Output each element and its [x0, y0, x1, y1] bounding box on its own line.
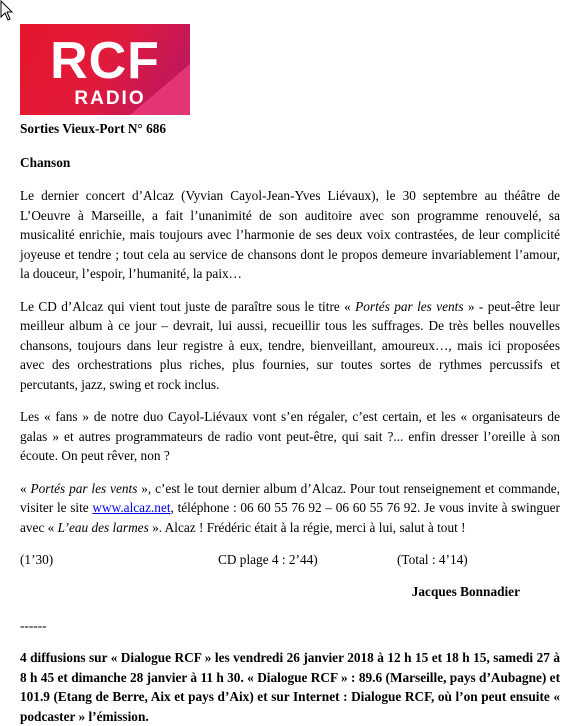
svg-text:RCF: RCF: [50, 32, 160, 90]
cd-timing-line: [20, 550, 560, 570]
article: [20, 115, 560, 726]
album-title: Portés par les vents: [355, 298, 464, 314]
paragraph-fans: Les « fans » de notre duo Cayol-Liévaux vont s’en régaler, c’est certain, et les « organisateurs de galas » et autres programmateurs de radio vont peut-être, qui sait ?... enfin dresser l’oreille à son écoute. On peut rêver, non ?: [20, 409, 560, 463]
total-duration: (Total : 4’14): [397, 552, 468, 567]
intro-duration: (1’30): [20, 552, 54, 567]
rcf-radio-logo: [20, 24, 190, 115]
alcaz-website-link[interactable]: www.alcaz.net: [92, 500, 171, 515]
cd-track-info: CD plage 4 : 2’44): [218, 552, 318, 567]
song-title: L’eau des larmes: [57, 519, 149, 535]
paragraph-order: « Portés par les vents », c’est le tout dernier album d’Alcaz. Pour tout renseignement et commande, visiter le site www.alcaz.net, téléphone : 06 60 55 76 92 – 06 60 55 76 92. Je vous invite à swinguer avec « L’eau des larmes ». Alcaz ! Frédéric était à la régie, merci à lui, salut à tout !: [20, 480, 560, 535]
svg-text:RADIO: RADIO: [74, 88, 146, 109]
article-title: Sorties Vieux-Port N° 686: [20, 121, 167, 136]
section-heading: Chanson: [20, 154, 71, 170]
separator: ------: [20, 617, 47, 633]
paragraph-cd: Le CD d’Alcaz qui vient tout juste de paraître sous le titre « Portés par les vents » - peut-être leur meilleur album à ce jour – devrait, lui aussi, recueillir tous les suffrages. De très belles nouvelles chansons, toujours dans leur registre à eux, tendre, bienveillant, amoureux…, mais ici proposées avec des orchestrations plus riches, plus fournies, sur toutes sortes de rythmes percussifs et percutants, jazz, swing et rock inclus.: [20, 298, 560, 392]
author-signature: Jacques Bonnadier: [411, 584, 520, 599]
paragraph-concert: Le dernier concert d’Alcaz (Vyvian Cayol-Jean-Yves Liévaux), le 30 septembre au théâtre de L’Oeuvre à Marseille, a fait l’unanimité de son auditoire avec son programme renouvelé, sa musicalité enrichie, mais toujours avec l’harmonie de ses deux voix contrastées, de leur complicité joyeuse et tendre ; tout cela au service de chansons dont le propos demeure invariablement l’amour, la douceur, l’espoir, l’humanité, la paix…: [20, 188, 560, 281]
broadcast-info: 4 diffusions sur « Dialogue RCF » les vendredi 26 janvier 2018 à 12 h 15 et 18 h 15, samedi 27 à 8 h 45 et dimanche 28 janvier à 11 h 30. « Dialogue RCF » : 89.6 (Marseille, pays d’Aubagne) et 101.9 (Etang de Berre, Aix et pays d’Aix) et sur Internet : Dialogue RCF, où l’on peut ensuite « podcaster » l’émission.: [20, 650, 560, 724]
album-title: Portés par les vents: [30, 480, 138, 496]
mouse-cursor-icon: [0, 0, 14, 22]
